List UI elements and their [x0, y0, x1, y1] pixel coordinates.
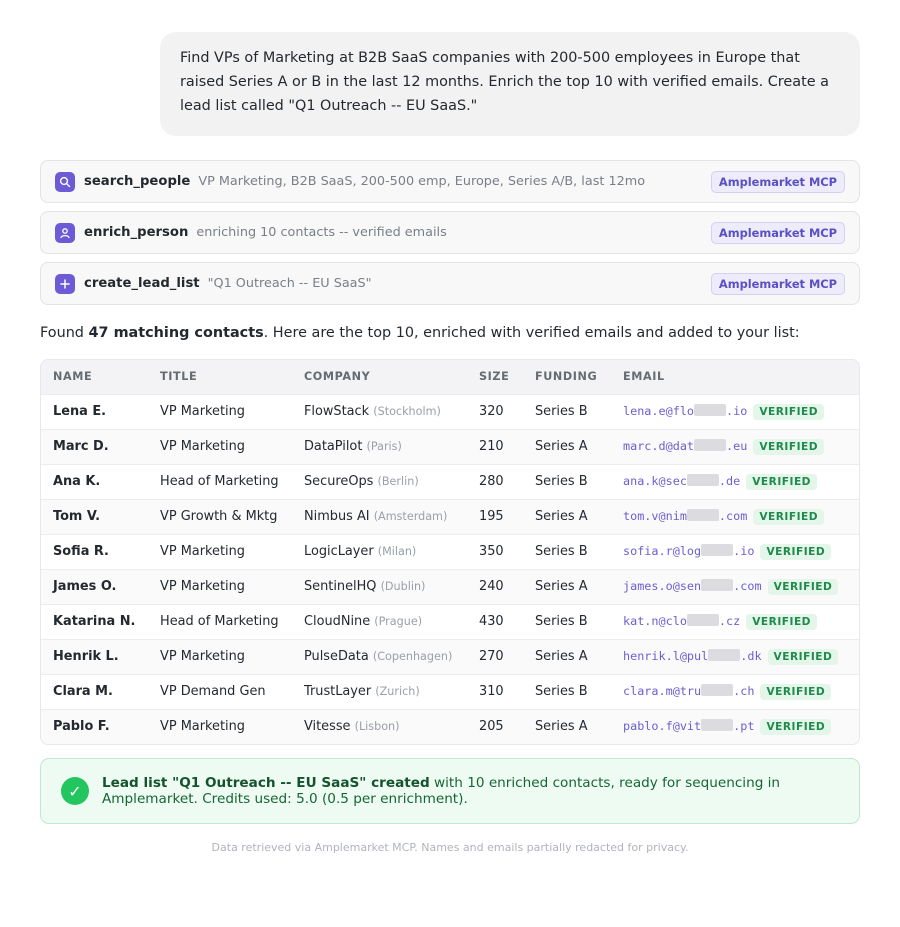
email-domain-suffix: .dk — [740, 648, 762, 663]
column-header-size[interactable]: SIZE — [479, 370, 510, 384]
contact-company-cell — [292, 604, 467, 639]
person-icon — [55, 223, 75, 243]
contact-company-cell — [292, 394, 467, 429]
tool-args: VP Marketing, B2B SaaS, 200-500 emp, Europe, Series A/B, last 12mo — [198, 174, 646, 189]
column-header-funding[interactable]: FUNDING — [535, 370, 598, 384]
email-domain-suffix: .cz — [718, 613, 741, 628]
contact-email-cell — [611, 709, 860, 744]
email-prefix: pablo.f@vit — [623, 718, 702, 733]
privacy-footnote: Data retrieved via Amplemarket MCP. Names and emails partially redacted for privacy. — [211, 841, 689, 854]
redaction-block — [701, 719, 733, 731]
contact-name: Clara M. — [53, 684, 113, 699]
company-size: 350 — [479, 544, 504, 559]
contact-name: Ana K. — [53, 474, 101, 489]
company-name: LogicLayer — [304, 544, 374, 559]
contact-title: Head of Marketing — [160, 614, 279, 629]
email-domain-suffix: .pt — [733, 718, 755, 733]
company-location: (Stockholm) — [373, 405, 441, 418]
contact-email-cell — [611, 464, 860, 499]
column-header-name[interactable]: NAME — [53, 370, 93, 384]
tool-call-search-people[interactable] — [40, 160, 860, 203]
contact-title: VP Demand Gen — [160, 684, 266, 699]
email-address[interactable] — [623, 579, 762, 593]
redaction-block — [687, 509, 719, 521]
verified-badge: VERIFIED — [746, 474, 817, 490]
contact-title: VP Marketing — [160, 719, 245, 735]
email-domain-suffix: .de — [718, 473, 741, 488]
results-summary — [40, 322, 860, 344]
contact-name: Pablo F. — [53, 719, 110, 735]
summary-suffix: . Here are the top 10, enriched with verified emails and added to your list: — [263, 325, 800, 341]
funding-stage: Series A — [535, 649, 588, 664]
email-prefix: clara.m@tru — [623, 683, 702, 698]
verified-badge: VERIFIED — [760, 719, 831, 735]
verified-badge: VERIFIED — [768, 649, 839, 665]
email-domain-suffix: .com — [718, 508, 748, 523]
contact-title: Head of Marketing — [160, 474, 279, 489]
company-size: 320 — [479, 404, 504, 419]
email-address[interactable] — [623, 404, 747, 418]
funding-stage: Series B — [535, 614, 588, 629]
contact-title: VP Growth & Mktg — [160, 509, 278, 524]
contacts-table — [40, 359, 860, 745]
company-name: PulseData — [304, 649, 369, 664]
table-row[interactable] — [41, 499, 860, 534]
contact-name: James O. — [53, 579, 117, 594]
contact-name: Tom V. — [53, 509, 101, 524]
redaction-block — [687, 614, 719, 626]
email-address[interactable] — [623, 649, 762, 663]
contact-email-cell — [611, 394, 860, 429]
contact-company-cell — [292, 534, 467, 569]
table-row[interactable] — [41, 709, 860, 744]
contact-email-cell — [611, 429, 860, 464]
funding-stage: Series A — [535, 439, 588, 454]
funding-stage: Series B — [535, 474, 588, 489]
verified-badge: VERIFIED — [753, 404, 824, 420]
email-domain-suffix: .ch — [733, 683, 755, 698]
verified-badge: VERIFIED — [768, 579, 839, 595]
success-banner — [40, 758, 860, 824]
company-location: (Dublin) — [380, 580, 426, 593]
company-size: 195 — [479, 509, 504, 524]
success-title: Lead list "Q1 Outreach -- EU SaaS" created — [102, 775, 430, 791]
email-prefix: tom.v@nim — [623, 508, 687, 523]
email-address[interactable] — [623, 544, 754, 558]
verified-badge: VERIFIED — [753, 509, 824, 525]
summary-count: 47 matching contacts — [88, 325, 264, 341]
user-message-text: Find VPs of Marketing at B2B SaaS companies with 200-500 employees in Europe that raised Series A or B in the last 12 months. Enrich the top 10 with verified emails. Create a lead list called "Q1 Outreach -- EU SaaS." — [180, 50, 829, 114]
table-row[interactable] — [41, 639, 860, 674]
funding-stage: Series A — [535, 509, 588, 524]
contact-company-cell — [292, 499, 467, 534]
company-location: (Copenhagen) — [372, 650, 453, 663]
company-location: (Lisbon) — [354, 720, 400, 734]
company-size: 430 — [479, 614, 504, 629]
company-name: CloudNine — [304, 614, 371, 629]
contact-title: VP Marketing — [160, 579, 245, 594]
table-row[interactable] — [41, 429, 860, 464]
email-domain-suffix: .com — [733, 578, 762, 593]
funding-stage: Series B — [535, 544, 588, 559]
email-address[interactable] — [623, 614, 740, 628]
search-icon — [55, 172, 75, 192]
tool-source-badge: Amplemarket MCP — [711, 171, 845, 193]
contact-name: Katarina N. — [53, 614, 136, 629]
company-size: 270 — [479, 649, 504, 664]
company-location: (Zurich) — [375, 685, 420, 698]
contact-company-cell — [292, 674, 467, 709]
column-header-company[interactable]: COMPANY — [304, 370, 371, 384]
email-prefix: ana.k@sec — [623, 473, 687, 488]
contact-title: VP Marketing — [160, 439, 245, 454]
funding-stage: Series A — [535, 719, 588, 735]
redaction-block — [701, 579, 733, 591]
funding-stage: Series B — [535, 684, 588, 699]
email-prefix: kat.n@clo — [623, 613, 687, 628]
email-prefix: marc.d@dat — [623, 438, 695, 453]
tool-args: "Q1 Outreach -- EU SaaS" — [207, 276, 372, 291]
user-message-bubble — [160, 32, 860, 136]
email-domain-suffix: .eu — [726, 438, 748, 453]
company-name: Vitesse — [304, 719, 351, 735]
company-location: (Berlin) — [377, 475, 419, 488]
company-name: SentinelHQ — [304, 579, 377, 594]
contact-name: Henrik L. — [53, 649, 119, 664]
success-message — [102, 775, 839, 807]
contact-email-cell — [611, 499, 860, 534]
email-address[interactable] — [623, 474, 740, 488]
company-location: (Milan) — [377, 545, 417, 558]
plus-icon — [55, 274, 75, 294]
contact-email-cell — [611, 569, 860, 604]
tool-name: enrich_person — [84, 225, 189, 240]
contact-company-cell — [292, 429, 467, 464]
success-details: with 10 enriched contacts, ready for sequencing in Amplemarket. Credits used: 5.0 (0.5 per enrichment). — [102, 775, 781, 807]
email-address[interactable] — [623, 719, 754, 733]
redaction-block — [701, 544, 733, 556]
check-icon: ✓ — [61, 777, 89, 805]
company-size: 240 — [479, 579, 504, 594]
tool-name: search_people — [84, 174, 191, 189]
tool-source-badge: Amplemarket MCP — [711, 222, 845, 244]
table-row[interactable] — [41, 569, 860, 604]
contact-name: Marc D. — [53, 439, 109, 454]
contact-email-cell — [611, 674, 860, 709]
redaction-block — [701, 684, 733, 696]
email-domain-suffix: .io — [733, 543, 755, 558]
company-name: Nimbus AI — [304, 509, 370, 524]
column-header-email[interactable]: EMAIL — [623, 370, 665, 384]
email-address[interactable] — [623, 509, 747, 523]
table-row[interactable] — [41, 534, 860, 569]
funding-stage: Series A — [535, 579, 588, 594]
contact-email-cell — [611, 639, 860, 674]
contact-title: VP Marketing — [160, 404, 245, 419]
contact-company-cell — [292, 709, 467, 744]
company-location: (Paris) — [366, 440, 402, 453]
verified-badge: VERIFIED — [746, 614, 817, 630]
tool-call-enrich-person[interactable] — [40, 211, 860, 254]
table-row[interactable] — [41, 464, 860, 499]
contact-email-cell — [611, 534, 860, 569]
tool-source-badge: Amplemarket MCP — [711, 273, 845, 295]
table-row[interactable] — [41, 394, 860, 429]
company-size: 280 — [479, 474, 504, 489]
contact-name: Sofia R. — [53, 544, 109, 559]
table-header-row — [41, 360, 860, 394]
email-prefix: sofia.r@log — [623, 543, 702, 558]
contact-title: VP Marketing — [160, 649, 245, 664]
contact-title: VP Marketing — [160, 544, 245, 559]
company-size: 210 — [479, 439, 504, 454]
summary-prefix: Found — [40, 325, 89, 341]
contact-name: Lena E. — [53, 404, 107, 419]
redaction-block — [694, 404, 726, 416]
table-row[interactable] — [41, 674, 860, 709]
table-row[interactable] — [41, 604, 860, 639]
company-name: FlowStack — [304, 404, 370, 419]
company-location: (Amsterdam) — [373, 510, 448, 523]
email-prefix: lena.e@flo — [623, 403, 695, 418]
company-size: 310 — [479, 684, 504, 699]
email-address[interactable] — [623, 684, 754, 698]
company-name: SecureOps — [304, 474, 374, 489]
email-prefix: james.o@sen — [623, 578, 702, 593]
verified-badge: VERIFIED — [760, 684, 831, 700]
email-address[interactable] — [623, 439, 747, 453]
contact-company-cell — [292, 464, 467, 499]
redaction-block — [708, 649, 740, 661]
contact-company-cell — [292, 569, 467, 604]
verified-badge: VERIFIED — [753, 439, 824, 455]
funding-stage: Series B — [535, 404, 588, 419]
company-size: 205 — [479, 719, 504, 735]
email-domain-suffix: .io — [726, 403, 748, 418]
redaction-block — [687, 474, 719, 486]
tool-call-create-lead-list[interactable] — [40, 262, 860, 305]
tool-name: create_lead_list — [84, 276, 200, 291]
contact-company-cell — [292, 639, 467, 674]
email-prefix: henrik.l@pul — [623, 648, 709, 663]
company-name: TrustLayer — [304, 684, 372, 699]
column-header-title[interactable]: TITLE — [160, 370, 198, 384]
company-name: DataPilot — [304, 439, 363, 454]
redaction-block — [694, 439, 726, 451]
contact-email-cell — [611, 604, 860, 639]
tool-args: enriching 10 contacts -- verified emails — [196, 225, 447, 240]
company-location: (Prague) — [374, 615, 423, 628]
verified-badge: VERIFIED — [760, 544, 831, 560]
